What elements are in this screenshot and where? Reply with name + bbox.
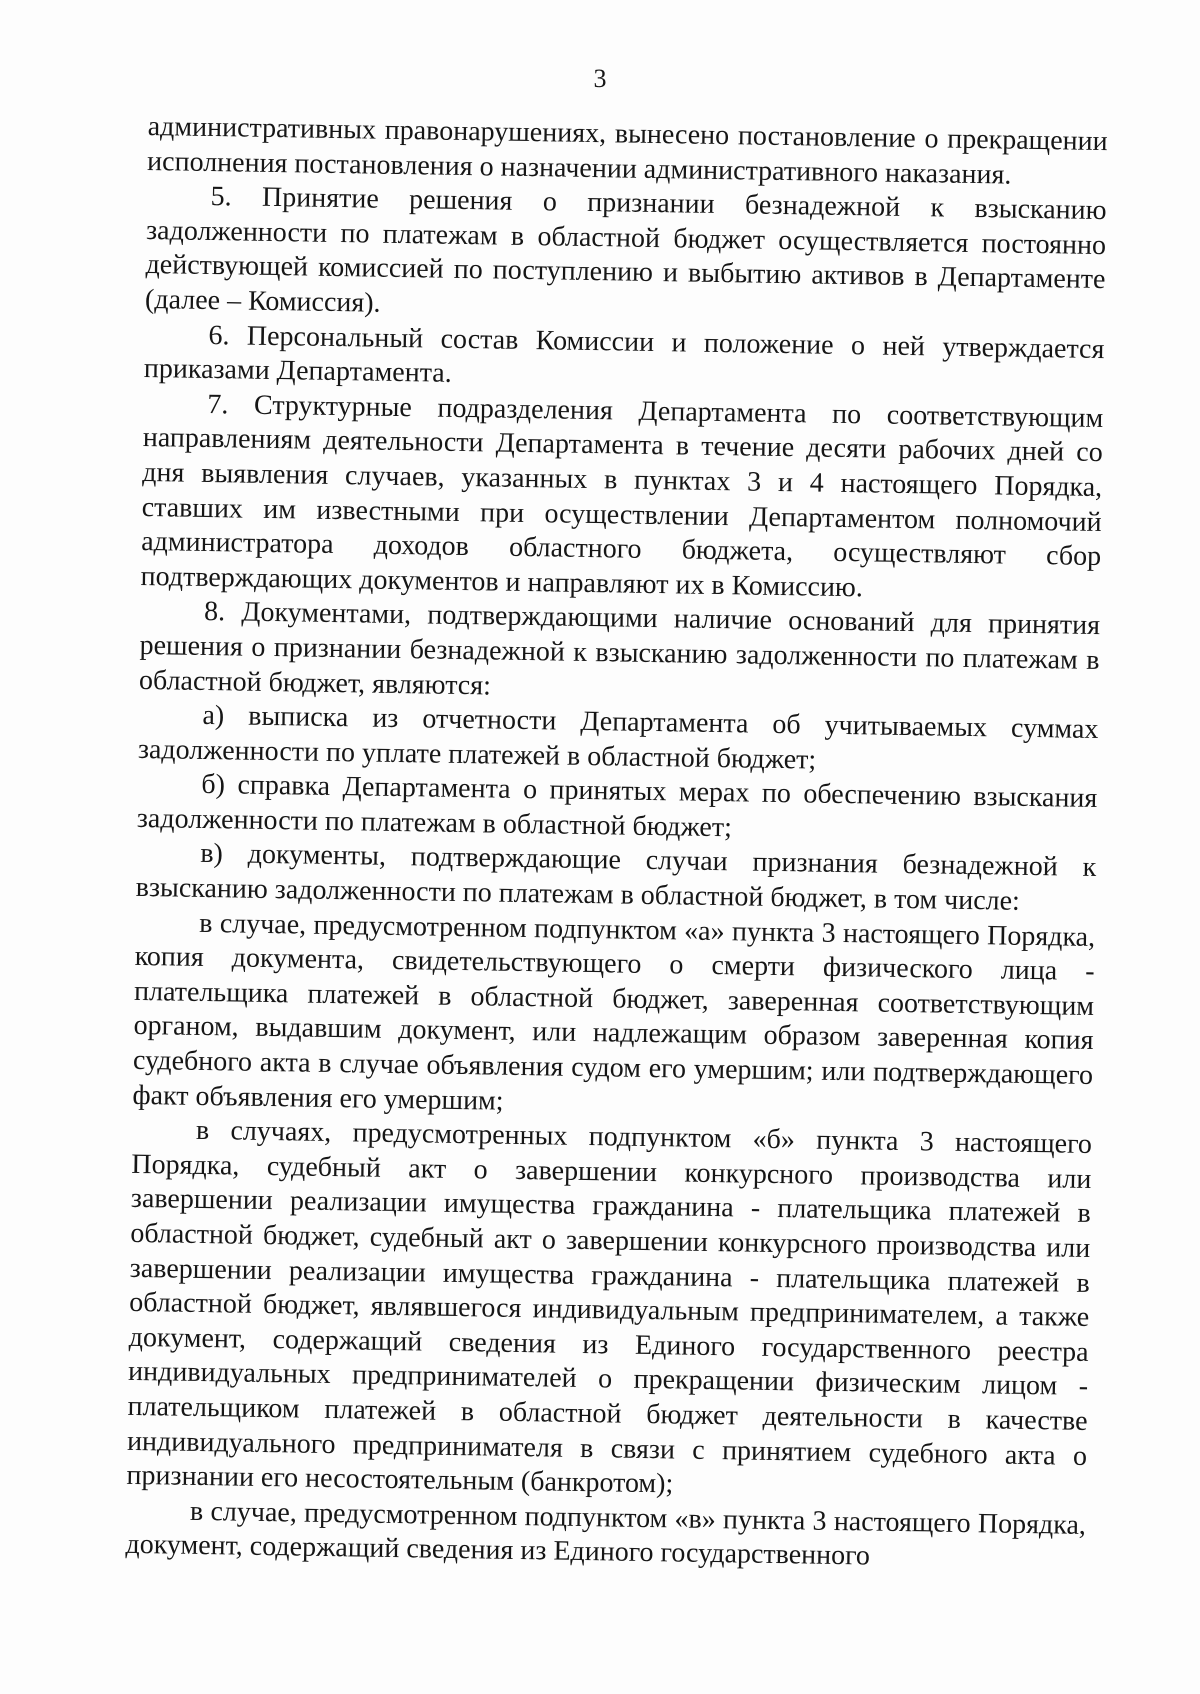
paragraph-continuation: административных правонарушениях, вынесено постановление о прекращении исполнения постановления о назначении административного наказания. — [146, 110, 1108, 191]
paragraph-item-7: 7. Структурные подразделения Департамента по соответствующим направлениям деятельности Департамента в течение десяти рабочих дней со дня выявления случаев, указанных в пунктах 3 и 4 настоящего Порядка, ставших им известными при осуществлении Департаментом полномочий администратора доходов областного бюджета, осуществляют сбор подтверждающих документов и направляют их в Комиссию. — [140, 388, 1104, 604]
paragraph-item-6: 6. Персональный состав Комиссии и положение о ней утверждается приказами Департамента. — [143, 319, 1105, 389]
paragraph-subitem-v: в) документы, подтверждающие случаи признания безнадежной к взысканию задолженности по платежам в областной бюджет, в том числе: — [135, 838, 1097, 917]
paragraph-subitem-a: а) выписка из отчетности Департамента об учитываемых суммах задолженности по уплате платежей в областной бюджет; — [137, 700, 1099, 776]
paragraph-case-death: в случае, предусмотренном подпунктом «а» пункта 3 настоящего Порядка, копия документа, свидетельствующего о смерти физического лица - плательщика платежей в областной бюджет, заверенная соответствующим органом, выдавшим документ, или надлежащим образом заверенная копия судебного акта в случае объявления судом его умершим; или подтверждающего факт объявления его умершим; — [132, 907, 1096, 1117]
paragraph-case-bankruptcy: в случаях, предусмотренных подпунктом «б» пункта 3 настоящего Порядка, судебный акт о завершении конкурсного производства или завершении реализации имущества гражданина - плательщика платежей в областной бюджет, судебный акт о завершении конкурсного производства или завершении реализации имущества гражданина - плательщика платежей в областной бюджет, являвшегося индивидуальным предпринимателем, а также документ, содержащий сведения из Единого государственного реестра индивидуальных предпринимателей о прекращении физическим лицом - плательщиком платежей в областной бюджет деятельности в качестве индивидуального предпринимателя в связи с принятием судебного акта о признании его несостоятельным (банкротом); — [126, 1115, 1093, 1500]
document-body — [125, 110, 1108, 1578]
paragraph-item-5: 5. Принятие решения о признании безнадежной к взысканию задолженности по платежам в областной бюджет осуществляется постоянно действующей комиссией по поступлению и выбытию активов в Департаменте (далее – Комиссия). — [144, 181, 1107, 319]
page-number: 3 — [593, 64, 607, 93]
paragraph-item-8: 8. Документами, подтверждающими наличие оснований для принятия решения о признании безнадежной к взысканию задолженности по платежам в областной бюджет, являются: — [138, 596, 1101, 701]
paragraph-case-exclusion: в случае, предусмотренном подпунктом «в» пункта 3 настоящего Порядка, документ, содержащий сведения из Единого государственного — [125, 1495, 1087, 1572]
paragraph-subitem-b: б) справка Департамента о принятых мерах по обеспечению взыскания задолженности по платежам в областной бюджет; — [136, 769, 1098, 844]
